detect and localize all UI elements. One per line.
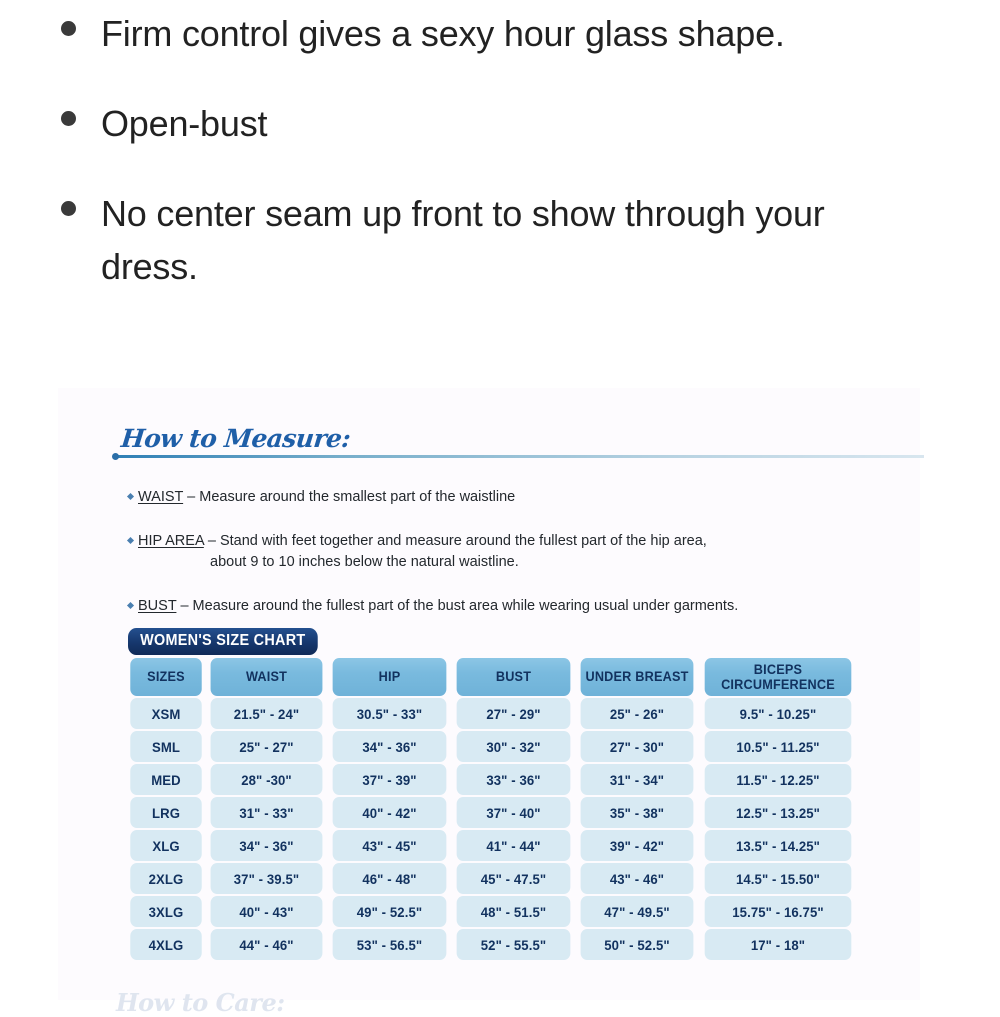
measurement-cell: 34" - 36" — [333, 731, 447, 762]
table-row — [128, 896, 856, 927]
column-header-waist: WAIST — [211, 658, 323, 696]
measurement-cell: 39" - 42" — [581, 830, 694, 861]
heading-underline-rule — [116, 455, 924, 458]
feature-text: No center seam up front to show through your dress. — [101, 193, 825, 287]
measurement-cell: 25" - 26" — [581, 698, 694, 729]
size-label-cell: 4XLG — [130, 929, 201, 960]
filled-circle-bullet-icon — [61, 111, 76, 126]
measurement-cell: 37" - 40" — [457, 797, 571, 828]
measurement-cell: 11.5" - 12.25" — [705, 764, 852, 795]
list-item — [0, 188, 1000, 292]
measurement-cell: 50" - 52.5" — [581, 929, 694, 960]
measurement-cell: 40" - 42" — [333, 797, 447, 828]
measurement-cell: 28" -30" — [211, 764, 323, 795]
size-label-cell: 3XLG — [130, 896, 201, 927]
feature-text: Open-bust — [101, 103, 268, 145]
measurement-cell: 27" - 29" — [457, 698, 571, 729]
diamond-bullet-icon — [127, 537, 134, 544]
measurement-cell: 37" - 39" — [333, 764, 447, 795]
instruction-text: Measure around the fullest part of the bust area while wearing usual under garments. — [192, 597, 739, 614]
measurement-cell: 34" - 36" — [211, 830, 323, 861]
filled-circle-bullet-icon — [61, 21, 76, 36]
instruction-bust — [128, 597, 918, 617]
instruction-waist — [128, 488, 918, 508]
instruction-dash: – — [176, 597, 193, 614]
instruction-body — [138, 532, 918, 573]
size-label-cell: XLG — [130, 830, 201, 861]
table-row — [128, 863, 856, 894]
measurement-cell: 47" - 49.5" — [581, 896, 694, 927]
measurement-cell: 14.5" - 15.50" — [705, 863, 852, 894]
table-row — [128, 764, 856, 795]
measurement-cell: 21.5" - 24" — [211, 698, 323, 729]
measurement-instructions — [128, 488, 918, 640]
instruction-text: Stand with feet together and measure around the fullest part of the hip area, — [219, 532, 707, 549]
instruction-dash: – — [203, 532, 220, 549]
column-header-hip: HIP — [333, 658, 447, 696]
size-label-cell: SML — [130, 731, 201, 762]
instruction-term: HIP AREA — [138, 532, 204, 549]
measurement-cell: 33" - 36" — [457, 764, 571, 795]
measurement-cell: 30.5" - 33" — [333, 698, 447, 729]
how-to-measure-heading-block — [116, 426, 928, 458]
size-label-cell: XSM — [130, 698, 201, 729]
diamond-bullet-icon — [127, 493, 134, 500]
measurement-cell: 48" - 51.5" — [457, 896, 571, 927]
table-row — [128, 797, 856, 828]
measurement-cell: 43" - 46" — [581, 863, 694, 894]
table-row — [128, 830, 856, 861]
measurement-cell: 13.5" - 14.25" — [705, 830, 852, 861]
product-feature-list — [0, 0, 1000, 331]
size-label-cell: LRG — [130, 797, 201, 828]
instruction-text: Measure around the smallest part of the waistline — [199, 489, 516, 505]
instruction-body — [138, 488, 918, 508]
instruction-body — [138, 597, 918, 617]
measurement-cell: 44" - 46" — [211, 929, 323, 960]
measurement-cell: 40" - 43" — [211, 896, 323, 927]
measurement-cell: 27" - 30" — [581, 731, 694, 762]
instruction-hip-area — [128, 532, 918, 573]
measurement-cell: 30" - 32" — [457, 731, 571, 762]
instruction-continuation: about 9 to 10 inches below the natural waistline. — [210, 554, 519, 571]
size-label-cell: MED — [130, 764, 201, 795]
size-chart-badge: WOMEN'S SIZE CHART — [128, 628, 318, 655]
table-row — [128, 929, 856, 960]
rule-dot-icon — [112, 453, 119, 460]
table-header — [128, 658, 856, 696]
column-header-sizes: SIZES — [130, 658, 201, 696]
table-body — [128, 698, 856, 960]
instruction-term: BUST — [138, 597, 177, 614]
measurement-cell: 45" - 47.5" — [457, 863, 571, 894]
measurement-cell: 12.5" - 13.25" — [705, 797, 852, 828]
measurement-cell: 46" - 48" — [333, 863, 447, 894]
measurement-cell: 31" - 34" — [581, 764, 694, 795]
measurement-cell: 37" - 39.5" — [211, 863, 323, 894]
list-item — [0, 98, 1000, 150]
size-chart-panel — [58, 388, 920, 1017]
measurement-cell: 35" - 38" — [581, 797, 694, 828]
how-to-measure-title: How to Measure: — [119, 424, 352, 453]
column-header-under-breast: UNDER BREAST — [581, 658, 694, 696]
filled-circle-bullet-icon — [61, 201, 76, 216]
table-row — [128, 731, 856, 762]
measurement-cell: 41" - 44" — [457, 830, 571, 861]
measurement-cell: 52" - 55.5" — [457, 929, 571, 960]
column-header-bust: BUST — [457, 658, 571, 696]
womens-size-chart-table — [125, 656, 859, 962]
measurement-cell: 10.5" - 11.25" — [705, 731, 852, 762]
measurement-cell: 31" - 33" — [211, 797, 323, 828]
table-row — [128, 698, 856, 729]
instruction-dash: – — [183, 489, 200, 505]
list-item — [0, 8, 1000, 60]
measurement-cell: 43" - 45" — [333, 830, 447, 861]
measurement-cell: 25" - 27" — [211, 731, 323, 762]
feature-text: Firm control gives a sexy hour glass shape. — [101, 13, 785, 54]
size-label-cell: 2XLG — [130, 863, 201, 894]
diamond-bullet-icon — [127, 602, 134, 609]
measurement-cell: 9.5" - 10.25" — [705, 698, 852, 729]
size-table-wrapper — [128, 628, 850, 962]
measurement-cell: 15.75" - 16.75" — [705, 896, 852, 927]
bottom-script-teaser: How to Care: — [116, 988, 285, 1017]
column-header-biceps-circumference: BICEPS CIRCUMFERENCE — [705, 658, 852, 696]
measurement-cell: 17" - 18" — [705, 929, 852, 960]
table-header-row — [128, 658, 856, 696]
measurement-cell: 49" - 52.5" — [333, 896, 447, 927]
instruction-term: WAIST — [138, 489, 184, 505]
measurement-cell: 53" - 56.5" — [333, 929, 447, 960]
